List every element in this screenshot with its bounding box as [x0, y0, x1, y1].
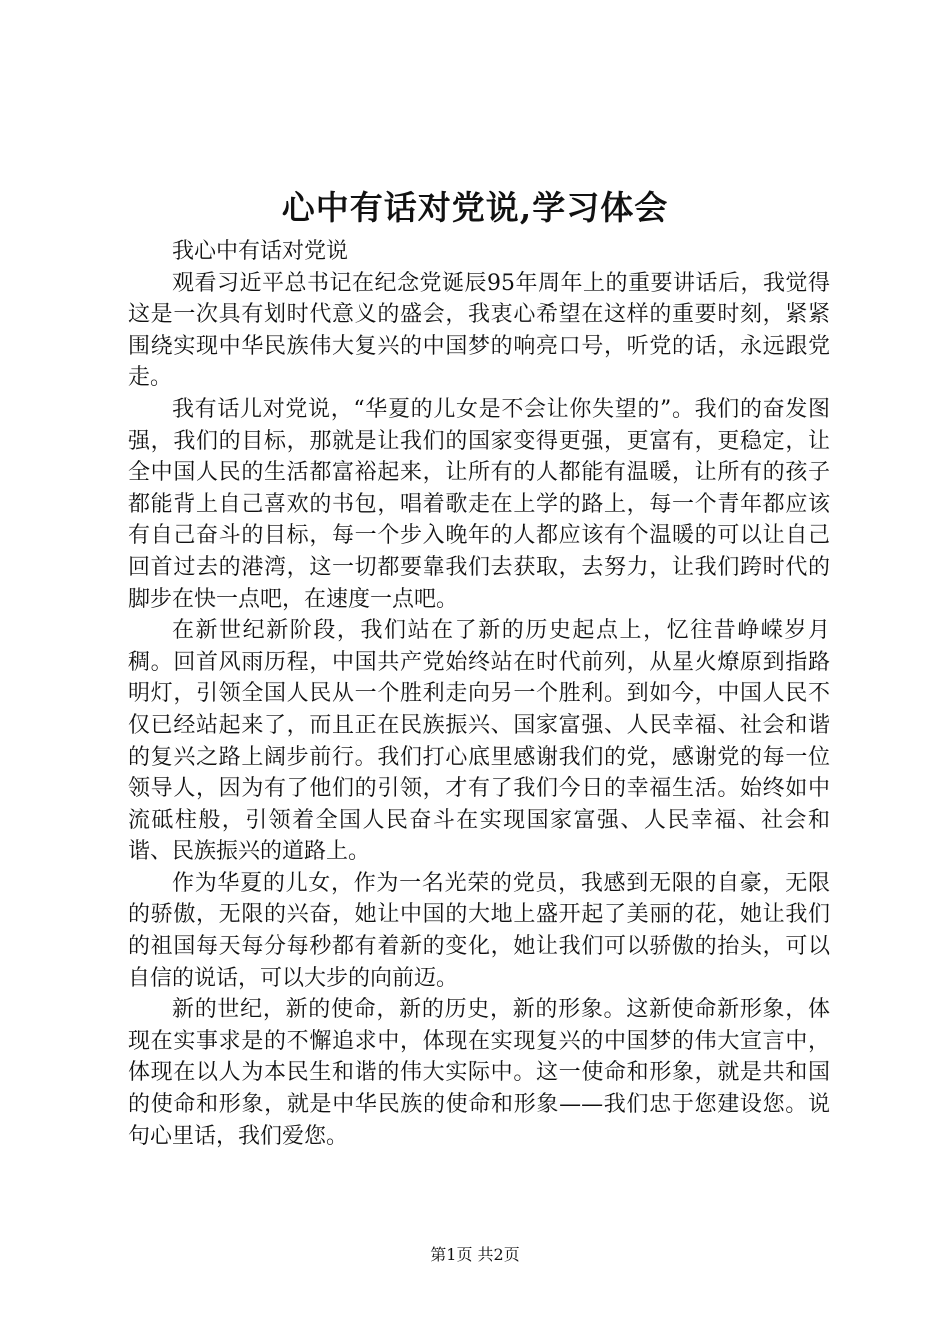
page-number-footer: 第1页 共2页 — [430, 1245, 520, 1264]
document-body — [128, 236, 830, 1152]
body-paragraph-4: 作为华夏的儿女，作为一名光荣的党员，我感到无限的自豪，无限的骄傲，无限的兴奋，她让中国的大地上盛开起了美丽的花，她让我们的祖国每天每分每秒都有着新的变化，她让我们可以骄傲的抬头，可以自信的说话，可以大步的向前迈。 — [128, 870, 830, 991]
body-paragraph-2: 我有话儿对党说，“华夏的儿女是不会让你失望的”。我们的奋发图强，我们的目标，那就是让我们的国家变得更强，更富有，更稳定，让全中国人民的生活都富裕起来，让所有的人都能有温暖，让所有的孩子都能背上自己喜欢的书包，唱着歌走在上学的路上，每一个青年都应该有自己奋斗的目标，每一个步入晚年的人都应该有个温暖的可以让自己回首过去的港湾，这一切都要靠我们去获取，去努力，让我们跨时代的脚步在快一点吧，在速度一点吧。 — [128, 396, 830, 612]
body-paragraph-5: 新的世纪，新的使命，新的历史，新的形象。这新使命新形象，体现在实事求是的不懈追求中，体现在实现复兴的中国梦的伟大宣言中，体现在以人为本民生和谐的伟大实际中。这一使命和形象，就是共和国的使命和形象，就是中华民族的使命和形象——我们忠于您建设您。说句心里话，我们爱您。 — [128, 997, 830, 1149]
subtitle-paragraph: 我心中有话对党说 — [172, 239, 349, 264]
body-paragraph-3: 在新世纪新阶段，我们站在了新的历史起点上，忆往昔峥嵘岁月稠。回首风雨历程，中国共产党始终站在时代前列，从星火燎原到指路明灯，引领全国人民从一个胜利走向另一个胜利。到如今，中国人民不仅已经站起来了，而且正在民族振兴、国家富强、人民幸福、社会和谐的复兴之路上阔步前行。我们打心底里感谢我们的党，感谢党的每一位领导人，因为有了他们的引领，才有了我们今日的幸福生活。始终如中流砥柱般，引领着全国人民奋斗在实现国家富强、人民幸福、社会和谐、民族振兴的道路上。 — [128, 618, 830, 865]
body-paragraph-1: 观看习近平总书记在纪念党诞辰95年周年上的重要讲话后，我觉得这是一次具有划时代意义的盛会，我衷心希望在这样的重要时刻，紧紧围绕实现中华民族伟大复兴的中国梦的响亮口号，听党的话，永远跟党走。 — [128, 270, 830, 391]
document-title: 心中有话对党说,学习体会 — [281, 188, 669, 227]
